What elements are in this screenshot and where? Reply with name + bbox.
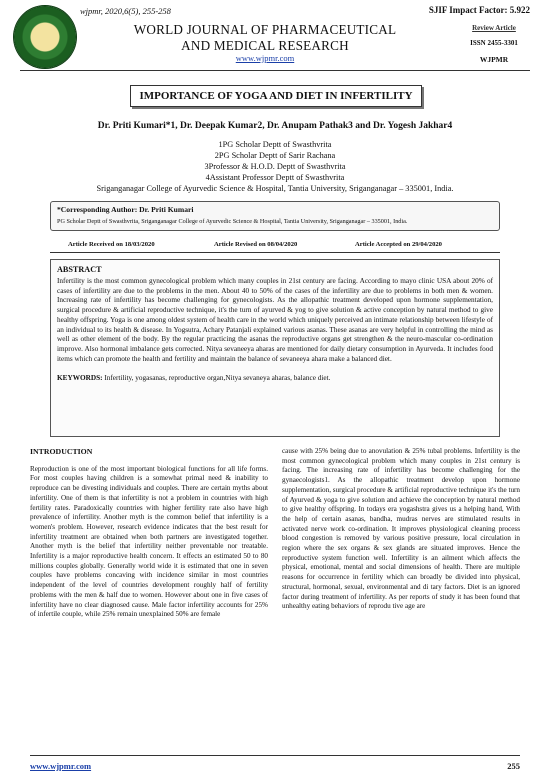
affiliation-institution: Sriganganagar College of Ayurvedic Science & Hospital, Tantia University, Sriganganagar – 335001, India. xyxy=(96,184,454,193)
corresponding-author-heading: *Corresponding Author: Dr. Priti Kumari xyxy=(57,205,194,214)
affiliation-1: 1PG Scholar Deptt of Swasthvrita xyxy=(218,140,332,149)
left-column xyxy=(30,447,268,620)
affiliation-4: 4Assistant Professor Deptt of Swasthvrita xyxy=(205,173,345,182)
right-column-text: cause with 25% being due to anovulation & 25% tubal problems. Infertility is the most common gynecological problem which many couples in 21st century is facing. The increasing rate of infertility has become challenging for the gynaecologists1. As the allopathic treatment develop upon hormone supplementation, surgical procedure & artificial reproductive technique it's the turn of Ayurved & yoga to give solution and achieve the conception by natural method to give healthy offspring. In todays era yogashstra gives us a helping hand, With the help of certain asanas, bandha, mudras nerves are stimulated results in activated nerve work co-ordination. It improves physiological cleaning process blood congestion is removed by various positive pressure, local circulation in region where the sex organs & sex glands are situated improves. Hence the reproductive system function well. Infertility is an ailment which affects the physical, emotional, mental and social dimensions of health. There are multiple reasons for occurrence in fertility which can broadly be divided into physical, structural, hormonal, sexual, environmental and di tary factors. Diet is an ignored factor during treatment of infertility. As per reports of study it has been found that unhealthy eating behaviors of reprodu tive age are xyxy=(282,447,520,611)
journal-title-line1: WORLD JOURNAL OF PHARMACEUTICAL xyxy=(133,22,397,37)
affiliation-3: 3Professor & H.O.D. Deptt of Swasthvrita xyxy=(204,162,346,171)
journal-abbrev: WJPMR xyxy=(479,55,509,64)
introduction-text: Reproduction is one of the most important biological functions for all life forms. For most couples having children is a somewhat primal need & inability to reproduce can be divesting individuals and couples. There are certain myths about infertility. One of them is that infertility is not a problem in countries with high fertility rates. Paradoxically countries with higher fertility rate also have high prevalence of infertility. Another myth is the common belief that infertility is a women's problem. However, research evidence indicates that the best result for infertility treatment are obtained when both partners are investigated together. Another myth is the belief that infertility neither preventable nor treatable. Infertility is a major reproductive health concern. It effects an estimated 50 to 80 millions couples globally. Generally world wide it is estimated that one in seven couples have problems concaving with incidence similar in most countries independent of the level of countries development roughly half of fertility problems with the men & half due to women. However about one in five cases of infertility have no clear diagnosed cause. Male factor infertility accounts for 25% of infertile couple, while 25% remain unexplained 50% are female xyxy=(30,464,268,619)
journal-title xyxy=(100,22,430,54)
keywords-text: Infertility, yogasanas, reproductive organ,Nitya sevaneya aharas, balance diet. xyxy=(102,374,331,383)
author-list: Dr. Priti Kumari*1, Dr. Deepak Kumar2, Dr. Anupam Pathak3 and Dr. Yogesh Jakhar4 xyxy=(97,121,453,131)
page-number: 255 xyxy=(507,761,520,771)
abstract-heading: ABSTRACT xyxy=(57,265,102,274)
corresponding-author-address: PG Scholar Deptt of Swasthvrita, Sriganganagar College of Ayurvedic Science & Hospital, Tantia University, Sriganganagar – 335001, India. xyxy=(57,218,408,225)
abstract-text: Infertility is the most common gynecological problem which many couples in 21st century are facing. According to mayo clinic USA about 20% of cases of infertility are due to the problems in the men. About 40 to 50% of the cases of the infertility are due to problems in both men & women. Increasing rate of infertility has become challenging for gynecologists. As the allopathic treatment developed upon hormone supplementation, surgical procedure & artificial reproductive technique, it's the turn of ayurved & yog to give solution & active conception by natural method to give healthy offspring. Yoga is one among oldest system of health care in the world which uniquely perceived an intimate relationship between lifestyle of an individual to its health & disease. In Yogsutra, Achary Patanjali explained various asanas. These asanas are very helpful in controlling the mind as well as other element of the body. By the regular practicing the asanas the reproductive organs get strengthen & the neuro-mascular co-ordination improve. Also hormonal imbalance gets corrected. Nitya sevaneeya aharas are mentioned for daily dietary consumption in Ayurveda. It includes food items which can promote the health and fertility and maintain the balance of sevaneeya ahara make a balanced diet. xyxy=(57,277,493,363)
introduction-heading: INTRODUCTION xyxy=(30,447,93,456)
keywords-label: KEYWORDS: xyxy=(57,374,103,383)
footer-divider xyxy=(30,755,520,756)
corresponding-author-box xyxy=(50,201,500,231)
right-column xyxy=(282,447,520,612)
date-received: Article Received on 18/03/2020 xyxy=(68,241,155,248)
footer-url-link[interactable]: www.wjpmr.com xyxy=(30,761,92,771)
affiliation-2: 2PG Scholar Deptt of Sarir Rachana xyxy=(214,151,336,160)
header-divider xyxy=(20,70,530,71)
journal-title-line2: AND MEDICAL RESEARCH xyxy=(181,38,349,53)
review-article-label: Review Article xyxy=(472,24,516,32)
impact-factor: SJIF Impact Factor: 5.922 xyxy=(428,5,530,15)
journal-logo xyxy=(14,6,76,68)
article-type-box xyxy=(458,23,530,65)
date-revised: Article Revised on 08/04/2020 xyxy=(214,241,298,248)
date-accepted: Article Accepted on 29/04/2020 xyxy=(355,241,442,248)
issn: ISSN 2455-3301 xyxy=(470,39,518,47)
abstract-box xyxy=(50,259,500,437)
citation: wjpmr, 2020,6(5), 255-258 xyxy=(80,6,171,16)
keywords xyxy=(57,374,493,382)
dates-divider xyxy=(50,252,500,253)
article-title: IMPORTANCE OF YOGA AND DIET IN INFERTILITY xyxy=(130,85,422,107)
journal-url-link[interactable]: www.wjpmr.com xyxy=(235,53,295,63)
